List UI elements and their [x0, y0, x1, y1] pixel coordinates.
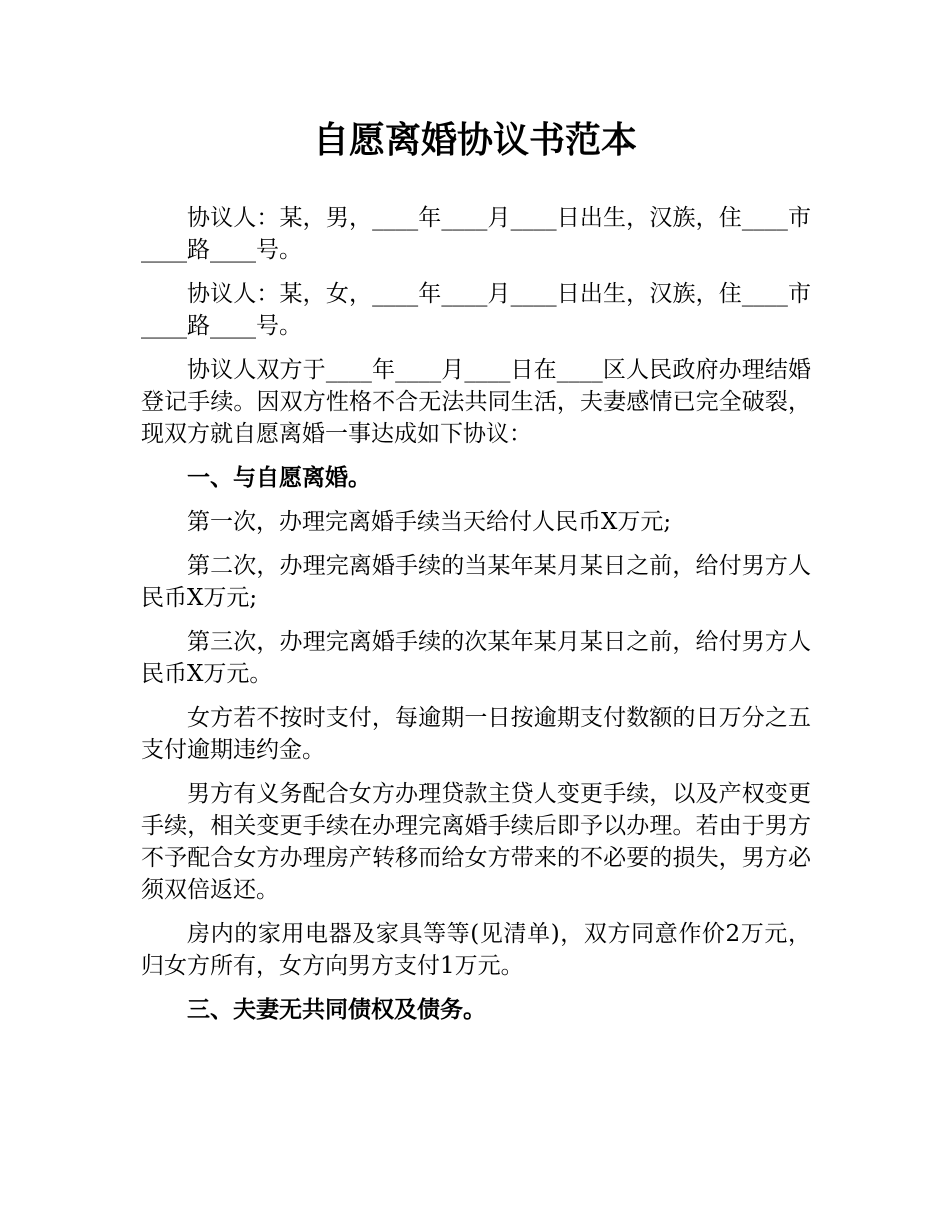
- party-female-paragraph: 协议人：某，女，____年____月____日出生，汉族，住____市____路____号。: [141, 281, 811, 339]
- section-heading-1: 一、与自愿离婚。: [187, 465, 371, 491]
- document-body: [141, 202, 811, 1038]
- party-male-paragraph: 协议人：某，男，____年____月____日出生，汉族，住____市____路____号。: [141, 205, 811, 263]
- document-title: 自愿离婚协议书范本: [312, 120, 637, 161]
- late-payment-paragraph: 女方若不按时支付，每逾期一日按逾期支付数额的日万分之五支付逾期违约金。: [141, 705, 811, 763]
- appliances-paragraph: 房内的家用电器及家具等等(见清单)，双方同意作价2万元，归女方所有，女方向男方支付1万元。: [141, 921, 811, 979]
- payment-first-paragraph: 第一次，办理完离婚手续当天给付人民币X万元;: [187, 509, 672, 535]
- section-heading-3: 三、夫妻无共同债权及债务。: [187, 997, 486, 1023]
- intro-paragraph: 协议人双方于____年____月____日在____区人民政府办理结婚登记手续。因双方性格不合无法共同生活，夫妻感情已完全破裂，现双方就自愿离婚一事达成如下协议：: [141, 357, 811, 447]
- payment-third-paragraph: 第三次，办理完离婚手续的次某年某月某日之前，给付男方人民币X万元。: [141, 629, 811, 687]
- property-transfer-paragraph: 男方有义务配合女方办理贷款主贷人变更手续，以及产权变更手续，相关变更手续在办理完离婚手续后即予以办理。若由于男方不予配合女方办理房产转移而给女方带来的不必要的损失，男方必须双倍返还。: [141, 781, 811, 903]
- payment-second-paragraph: 第二次，办理完离婚手续的当某年某月某日之前，给付男方人民币X万元;: [141, 553, 811, 611]
